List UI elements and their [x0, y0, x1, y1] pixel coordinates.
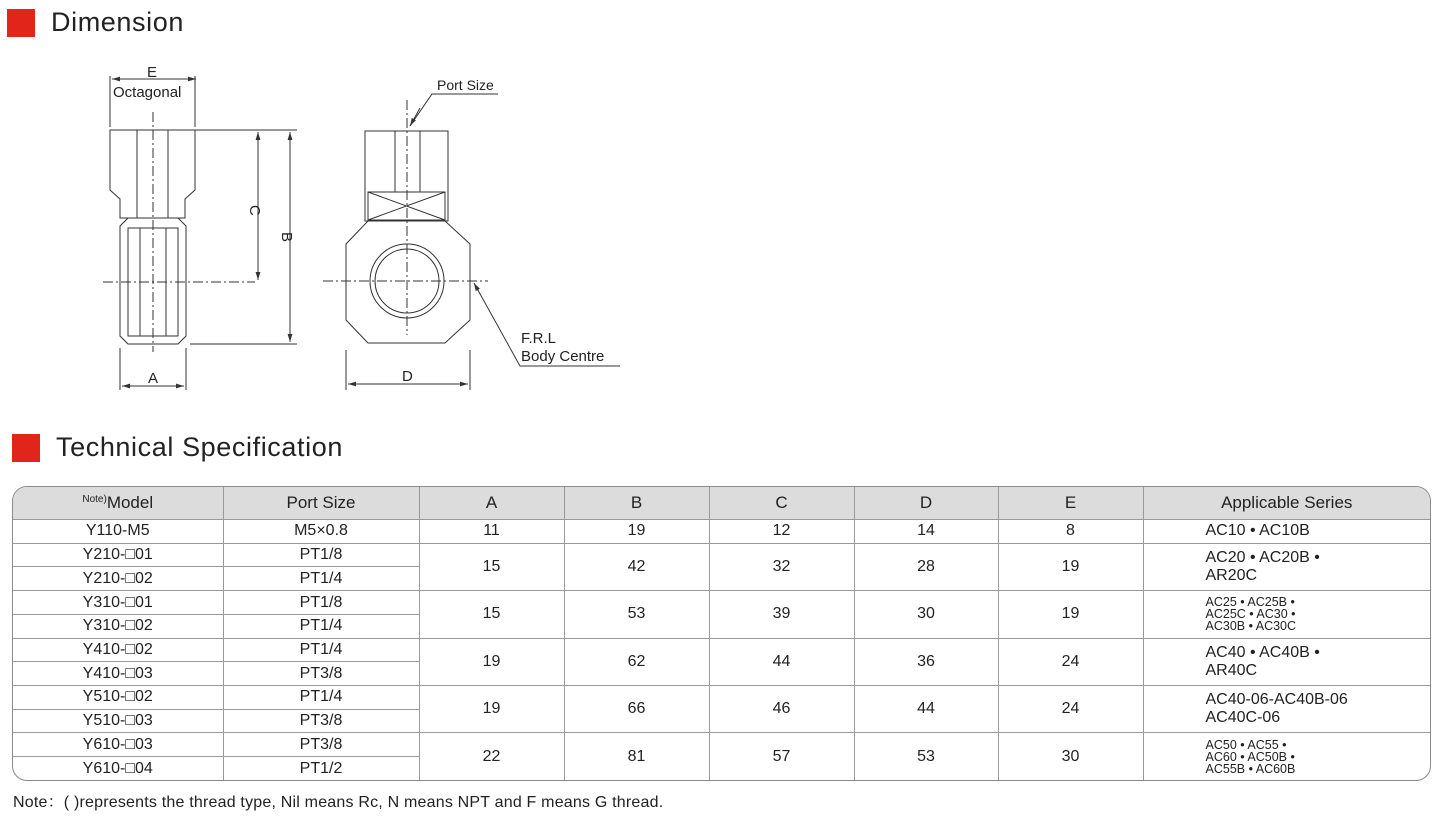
cell-model: Y210-□02 — [13, 567, 223, 591]
cell-c: 12 — [709, 519, 854, 543]
cell-b: 62 — [564, 638, 709, 685]
thread-type-note: Note：( )represents the thread type, Nil means Rc, N means NPT and F means G thread. — [13, 794, 664, 811]
cell-d: 30 — [854, 591, 998, 638]
cell-c: 39 — [709, 591, 854, 638]
cell-port: PT3/8 — [223, 662, 419, 686]
cell-port: PT1/8 — [223, 591, 419, 615]
cell-b: 19 — [564, 519, 709, 543]
cell-e: 8 — [998, 519, 1143, 543]
table-row — [13, 543, 1430, 567]
cell-a: 19 — [419, 638, 564, 685]
cell-d: 14 — [854, 519, 998, 543]
cell-port: PT3/8 — [223, 733, 419, 757]
table-row — [13, 591, 1430, 615]
red-square-marker — [7, 9, 35, 37]
cell-model: Y310-□01 — [13, 591, 223, 615]
cell-port: PT3/8 — [223, 709, 419, 733]
cell-d: 36 — [854, 638, 998, 685]
cell-model: Y510-□02 — [13, 686, 223, 710]
cell-port: PT1/8 — [223, 543, 419, 567]
cell-series: AC40 • AC40B • AR40C — [1143, 638, 1430, 685]
dimension-heading — [7, 7, 184, 38]
dimension-drawing — [0, 50, 700, 450]
label-body-centre: Body Centre — [521, 348, 605, 365]
header-port-size: Port Size — [223, 487, 419, 519]
label-port-size: Port Size — [437, 77, 494, 93]
header-c: C — [709, 487, 854, 519]
header-model: $^{Note)}$Model — [13, 487, 223, 519]
header-b: B — [564, 487, 709, 519]
header-d: D — [854, 487, 998, 519]
header-a: A — [419, 487, 564, 519]
cell-b: 66 — [564, 686, 709, 733]
cell-e: 24 — [998, 638, 1143, 685]
cell-a: 22 — [419, 733, 564, 780]
cell-model: Y310-□02 — [13, 614, 223, 638]
cell-d: 28 — [854, 543, 998, 590]
cell-series: AC25 • AC25B • AC25C • AC30 • AC30B • AC30C — [1143, 591, 1430, 638]
cell-a: 11 — [419, 519, 564, 543]
cell-c: 44 — [709, 638, 854, 685]
label-octagonal: Octagonal — [113, 84, 182, 101]
cell-port: M5×0.8 — [223, 519, 419, 543]
cell-model: Y610-□03 — [13, 733, 223, 757]
cell-e: 24 — [998, 686, 1143, 733]
table-header-row — [13, 487, 1430, 519]
cell-c: 32 — [709, 543, 854, 590]
spec-table-container — [12, 486, 1431, 781]
label-b: B — [278, 232, 295, 243]
tech-spec-heading — [12, 432, 343, 463]
cell-c: 46 — [709, 686, 854, 733]
cell-a: 15 — [419, 591, 564, 638]
cell-series: AC20 • AC20B • AR20C — [1143, 543, 1430, 590]
cell-a: 15 — [419, 543, 564, 590]
cell-model: Y110-M5 — [13, 519, 223, 543]
cell-series: AC40-06-AC40B-06 AC40C-06 — [1143, 686, 1430, 733]
cell-model: Y410-□02 — [13, 638, 223, 662]
label-d: D — [402, 368, 413, 385]
table-row — [13, 519, 1430, 543]
dimension-title: Dimension — [51, 7, 184, 37]
table-row — [13, 686, 1430, 710]
label-e: E — [147, 64, 158, 81]
cell-b: 53 — [564, 591, 709, 638]
cell-d: 44 — [854, 686, 998, 733]
cell-e: 30 — [998, 733, 1143, 780]
cell-model: Y610-□04 — [13, 757, 223, 780]
cell-b: 81 — [564, 733, 709, 780]
label-frl: F.R.L — [521, 330, 557, 347]
cell-e: 19 — [998, 591, 1143, 638]
cell-port: PT1/4 — [223, 567, 419, 591]
label-c: C — [246, 205, 263, 216]
cell-c: 57 — [709, 733, 854, 780]
table-row — [13, 638, 1430, 662]
header-applicable-series: Applicable Series — [1143, 487, 1430, 519]
red-square-marker — [12, 434, 40, 462]
table-row — [13, 733, 1430, 757]
cell-model: Y510-□03 — [13, 709, 223, 733]
cell-port: PT1/4 — [223, 614, 419, 638]
cell-port: PT1/4 — [223, 686, 419, 710]
cell-model: Y210-□01 — [13, 543, 223, 567]
cell-port: PT1/2 — [223, 757, 419, 780]
cell-series: AC10 • AC10B — [1143, 519, 1430, 543]
spec-table — [13, 487, 1430, 780]
cell-a: 19 — [419, 686, 564, 733]
header-e: E — [998, 487, 1143, 519]
cell-d: 53 — [854, 733, 998, 780]
cell-port: PT1/4 — [223, 638, 419, 662]
tech-spec-title: Technical Specification — [56, 432, 343, 462]
cell-series: AC50 • AC55 • AC60 • AC50B • AC55B • AC60B — [1143, 733, 1430, 780]
cell-b: 42 — [564, 543, 709, 590]
cell-model: Y410-□03 — [13, 662, 223, 686]
cell-e: 19 — [998, 543, 1143, 590]
label-a: A — [148, 370, 159, 387]
front-view-octagon-body — [346, 221, 470, 343]
